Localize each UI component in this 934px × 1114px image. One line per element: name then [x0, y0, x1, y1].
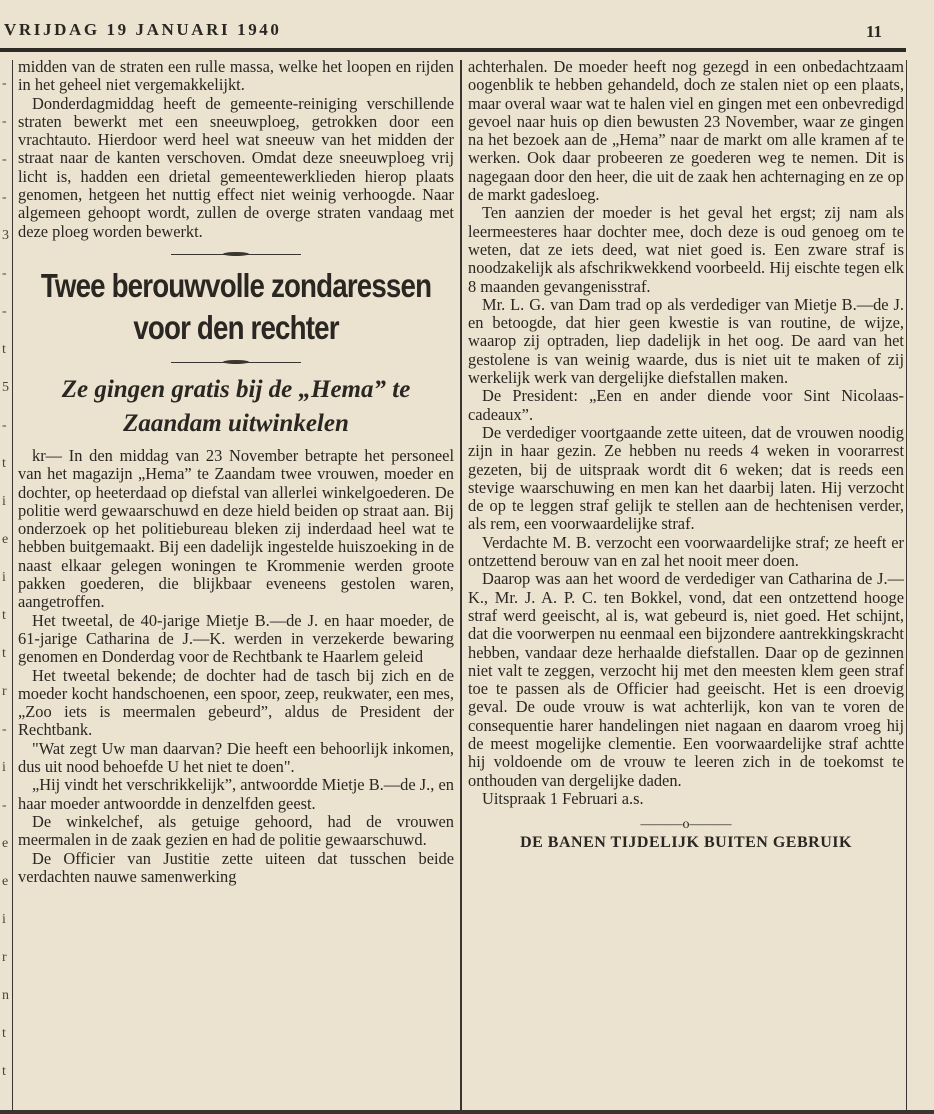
headline-line: Twee berouwvolle zondaressen	[40, 266, 432, 304]
column-2	[468, 58, 904, 1114]
paragraph: Verdachte M. B. verzocht een voorwaardelijke straf; ze heeft er ontzettend berouw van en zal het nooit meer doen.	[468, 532, 904, 571]
column-1	[18, 58, 454, 1114]
gutter-fragment: e	[2, 836, 9, 851]
paragraph: Mr. L. G. van Dam trad op als verdediger van Mietje B.—de J. en betoogde, dat hier geen kwestie is van routine, de wijze, waarop zij optraden, liep dadelijk in het oog. De aard van het gestolene is van weinig waarde, dus is niet uit te maken of zij werkelijk werk van dergelijke diefstallen maken.	[468, 294, 904, 388]
paragraph: De winkelchef, als getuige gehoord, had de vrouwen meermalen in de zaak gezien en had de politie gewaarschuwd.	[18, 811, 454, 850]
gutter-fragment: i	[2, 912, 6, 927]
paragraph: De Officier van Justitie zette uiteen dat tusschen beide verdachten nauwe samenwerking	[18, 848, 454, 886]
masthead	[0, 16, 934, 50]
paragraph: De verdediger voortgaande zette uiteen, dat de vrouwen noodig zijn in haar gezin. Ze hebben nu reeds 4 weken in voorarrest gezeten, bij de uitspraak wordt dit 6 weken; dat is reeds een stevige waarschuwing en men kan het daarbij laten. Hij verzocht de op te leggen straf gelijk te stellen aan de hechtenisen verder, als rem, een voorwaardelijke straf.	[468, 422, 904, 534]
gutter-fragment: t	[2, 1026, 6, 1041]
article-subheadline	[18, 373, 454, 441]
issue-date: VRIJDAG 19 JANUARI 1940	[4, 20, 282, 39]
paragraph: Het tweetal, de 40-jarige Mietje B.—de J. en haar moeder, de 61-jarige Catharina de J.—K. werden in verzekerde bewaring genomen en Donderdag voor de Rechtbank te Haarlem geleid	[18, 610, 454, 667]
article-headline	[28, 265, 445, 349]
next-article-headline: DE BANEN TIJDELIJK BUITEN GEBRUIK	[520, 834, 852, 852]
gutter-fragment: -	[2, 114, 7, 129]
gutter-fragment: -	[2, 266, 7, 281]
gutter-fragment: e	[2, 532, 9, 547]
headline-line: voor den rechter	[133, 308, 339, 346]
gutter-fragment: n	[2, 988, 9, 1003]
paragraph: achterhalen. De moeder heeft nog gezegd in een onbedachtzaam oogenblik te hebben gehandeld, doch ze stalen niet op een plaats, maar overal waar wat te halen viel en gingen met een onbevredigd gevoel naar huis op dien bewusten 23 November, waar ze gingen na het bezoek aan de „Hema” naar de markt om alle kramen af te werken. Ook daar probeeren ze goederen weg te nemen. Dit is nagegaan door den heer, die uit de zaak hen achternaging en ze op de markt gadesloeg.	[468, 58, 904, 205]
gutter-fragment: t	[2, 342, 6, 357]
gutter-fragment: i	[2, 760, 6, 775]
section-divider	[171, 249, 301, 261]
subhead-line: Zaandam uitwinkelen	[123, 409, 349, 437]
paragraph: Donderdagmiddag heeft de gemeente-reiniging verschillende straten bewerkt met een sneeuwploeg, getrokken door een vrachtauto. Hierdoor werd heel wat sneeuw van het midden der straat naar de kanten verschoven. Omdat deze sneeuwploeg vrij licht is, hadden een drietal gemeentewerklieden hierop plaats genomen, hetgeen het nuttig effect niet weinig verhoogde. Naar algemeen gehoopt wordt, zullen de overge straten vandaag met deze ploeg worden bewerkt.	[18, 93, 454, 241]
bottom-rule	[0, 1110, 934, 1114]
gutter-fragment: t	[2, 646, 6, 661]
paragraph: kr— In den middag van 23 November betrapte het personeel van het magazijn „Hema” te Zaandam twee vrouwen, moeder en dochter, op heeterdaad op diefstal van allerlei winkelgoederen. De politie werd gewaarschuwd en deze hield beiden op straat aan. Bij onderzoek op het politiebureau bleken zij inderdaad heel wat te hebben buitgemaakt. Bij een dadelijk ingestelde huiszoeking in de naast elkaar gelegen woningen te Krommenie werden groote pakken goederen, die blijkbaar eveneens gestolen waren, aangetroffen.	[18, 445, 454, 612]
column-rule-left	[12, 60, 13, 1114]
gutter-fragment: t	[2, 608, 6, 623]
paragraph: midden van de straten een rulle massa, welke het loopen en rijden in het geheel niet vergemakkelijkt.	[18, 58, 454, 95]
subhead-line: Ze gingen gratis bij de „Hema” te	[61, 375, 411, 403]
gutter-fragment: 3	[2, 228, 9, 243]
paragraph: „Hij vindt het verschrikkelijk”, antwoordde Mietje B.—de J., en haar moeder antwoordde in denzelfden geest.	[18, 775, 454, 813]
paragraph: Ten aanzien der moeder is het geval het ergst; zij nam als leermeesteres haar dochter mee, doch deze is oud genoeg om te weten, dat ze iets deed, wat niet goed is. Een zware straf is noodzakelijk als afschrikwekkend voorbeeld. Hij eischte tegen elk 8 maanden gevangenisstraf.	[468, 203, 904, 296]
gutter-fragment: -	[2, 190, 7, 205]
gutter-fragment: -	[2, 304, 7, 319]
gutter-fragment: -	[2, 76, 7, 91]
gutter-fragment: 5	[2, 380, 9, 395]
gutter-fragment: t	[2, 456, 6, 471]
paragraph: Het tweetal bekende; de dochter had de tasch bij zich en de moeder kocht handschoenen, een spoor, zeep, reukwater, een mes, „Zoo iets is meermalen gebeurd”, aldus de President der Rechtbank.	[18, 665, 454, 740]
column-rule-right	[906, 60, 907, 1114]
gutter-fragment: r	[2, 950, 7, 965]
paragraph: "Wat zegt Uw man daarvan? Die heeft een behoorlijk inkomen, dus uit nood behoefde U het niet te doen".	[18, 738, 454, 777]
gutter-fragment: -	[2, 418, 7, 433]
gutter-fragment: i	[2, 570, 6, 585]
gutter-fragment: -	[2, 798, 7, 813]
paragraph: Daarop was aan het woord de verdediger van Catharina de J.—K., Mr. J. A. P. C. ten Bokkel, vond, dat een ontzettend hooge straf werd geeischt, al is, wat gebeurd is, niet goed. Het schijnt, dat die voorwerpen nu eenmaal een bijzondere aantrekkingskracht hebben, vandaar deze herhaalde diefstallen. Daar op de gezinnen niet valt te zeggen, verzocht hij met den meesten klem geen straf toe te passen als de Officier had geeischt. Het is een droevig geval. De oude vrouw is wat achterlijk, kon van te voren de consequentie harer handelingen niet nagaan en daarom vroeg hij de meest mogelijke clementie. Een voorwaardelijke straf achtte hij voldoende om de vrouw te leeren zich in de toekomst te onthouden van dergelijke daden.	[468, 569, 904, 790]
paragraph: De President: „Een en ander diende voor Sint Nicolaas-cadeaux”.	[468, 386, 904, 424]
column-rule-middle	[460, 60, 462, 1114]
headline-divider	[171, 357, 301, 369]
gutter-fragment: -	[2, 722, 7, 737]
gutter-fragment: r	[2, 684, 7, 699]
gutter-fragment: t	[2, 1064, 6, 1079]
page-number: 11	[865, 22, 882, 41]
masthead-rule	[0, 48, 906, 52]
gutter-fragment: e	[2, 874, 9, 889]
paragraph: Uitspraak 1 Februari a.s.	[482, 788, 644, 808]
gutter-fragment: i	[2, 494, 6, 509]
gutter-fragment: -	[2, 152, 7, 167]
article-separator: ———o———	[640, 817, 732, 833]
